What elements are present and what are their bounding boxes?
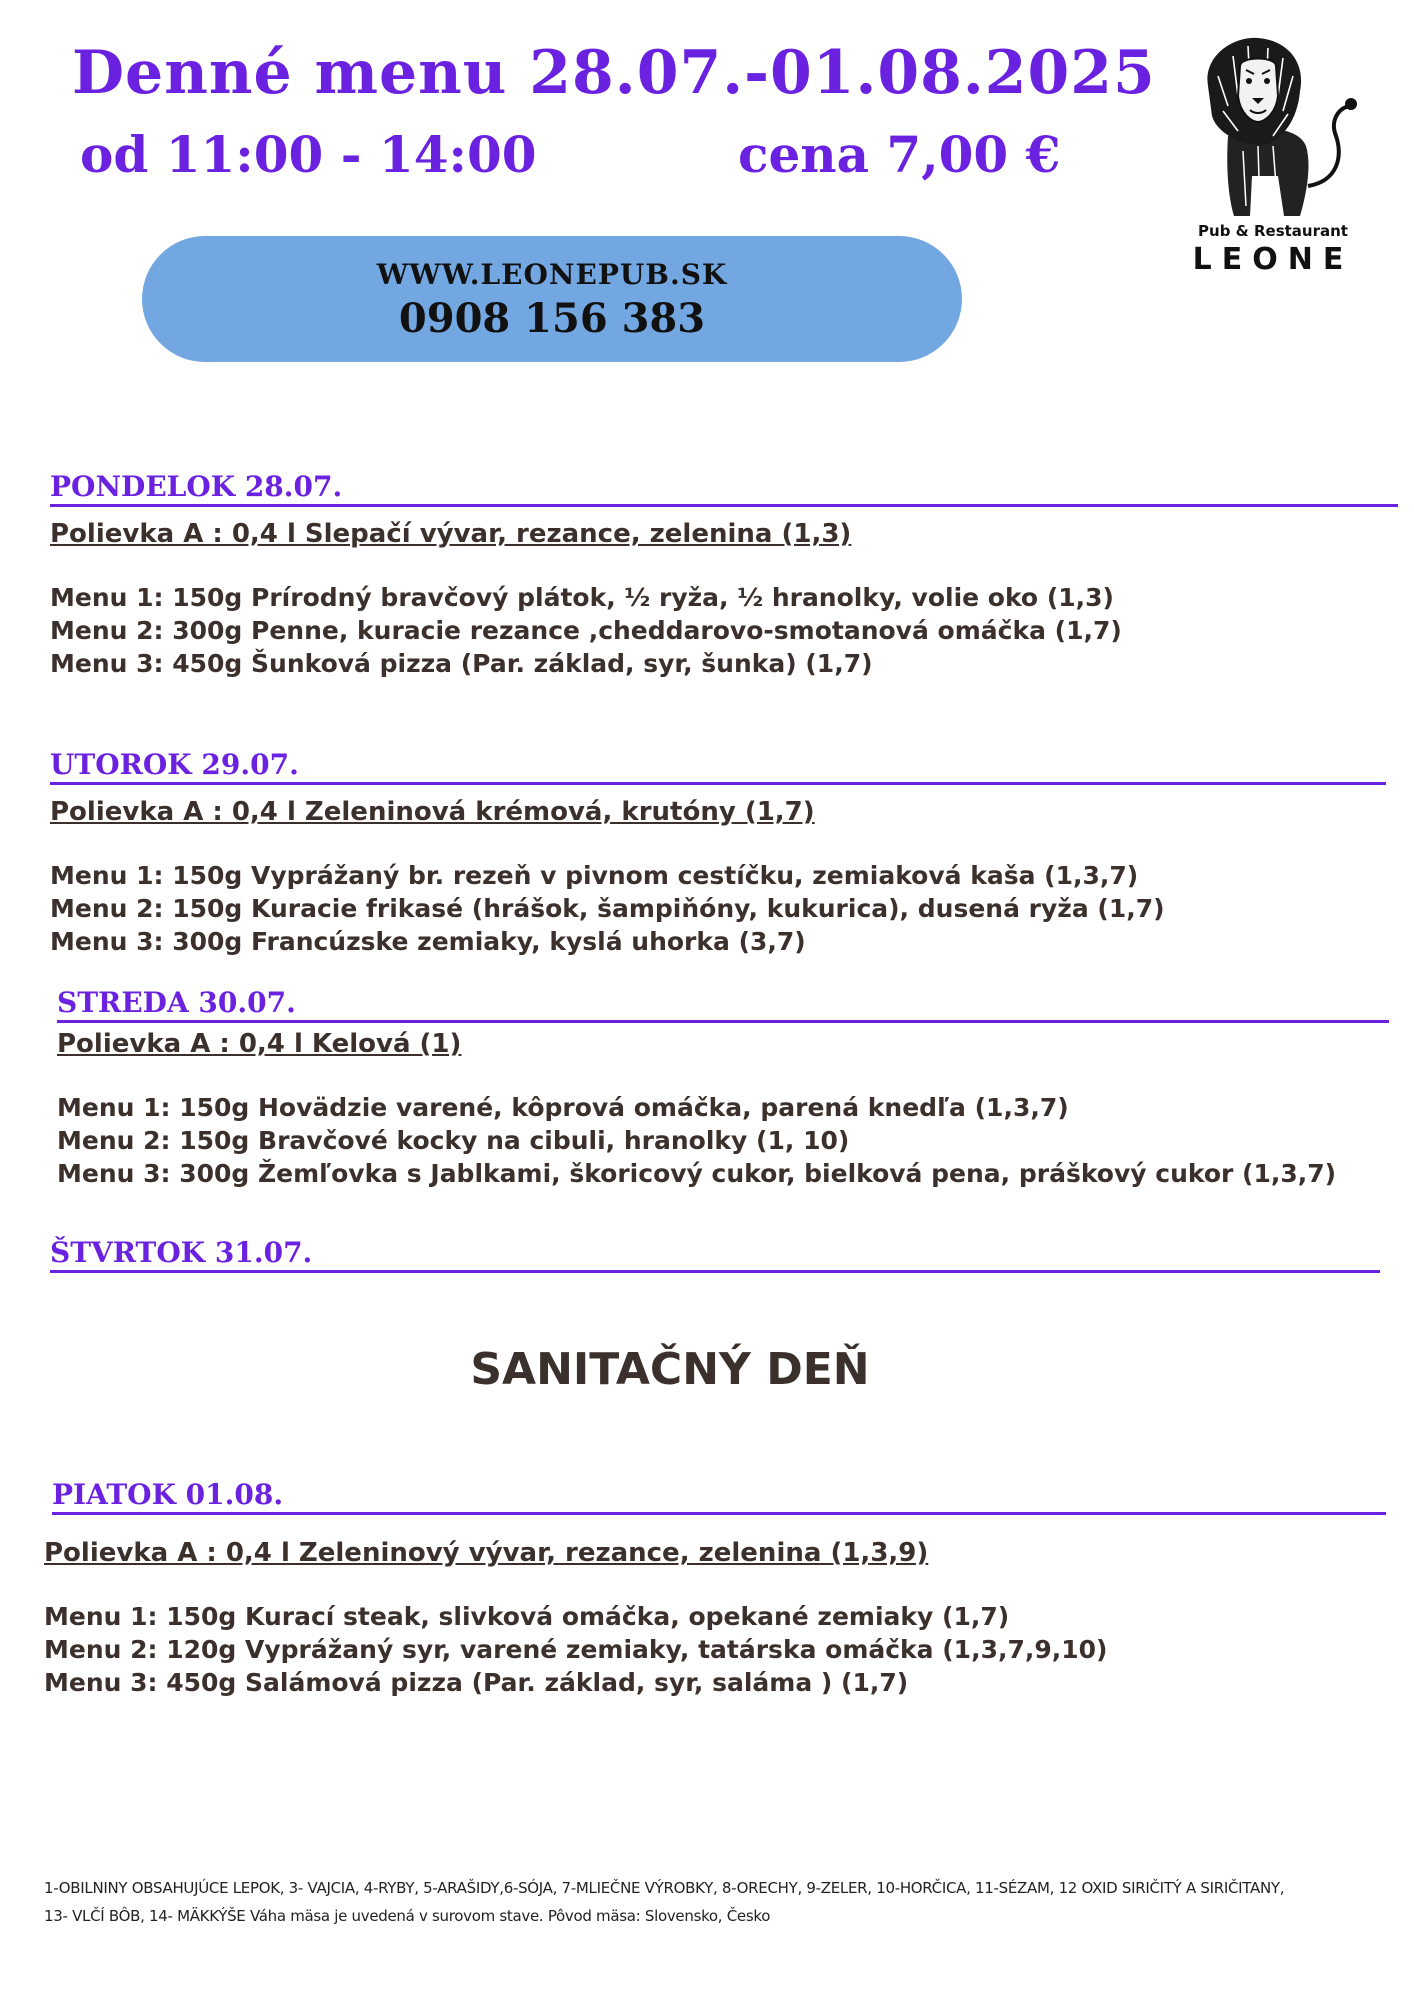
menu-list (57, 1091, 1389, 1190)
menu-item: Menu 2: 300g Penne, kuracie rezance ,cheddarovo-smotanová omáčka (1,7) (50, 616, 1122, 645)
allergen-footer (44, 1874, 1374, 1930)
website-link[interactable]: WWW.LEONEPUB.SK (376, 258, 728, 291)
day-heading: PIATOK 01.08. (52, 1478, 1386, 1515)
menu-item: Menu 1: 150g Prírodný bravčový plátok, ½ ryža, ½ hranolky, volie oko (1,3) (50, 583, 1114, 612)
day-heading: STREDA 30.07. (57, 986, 1389, 1023)
menu-item: Menu 2: 120g Vyprážaný syr, varené zemiaky, tatárska omáčka (1,3,7,9,10) (44, 1635, 1108, 1664)
menu-list (44, 1600, 1394, 1699)
phone-number: 0908 156 383 (398, 295, 706, 342)
menu-item: Menu 3: 300g Francúzske zemiaky, kyslá uhorka (3,7) (50, 927, 806, 956)
menu-item: Menu 3: 450g Šunková pizza (Par. základ, syr, šunka) (1,7) (50, 649, 873, 678)
day-section-wednesday (57, 986, 1389, 1190)
day-heading: PONDELOK 28.07. (50, 470, 1398, 507)
opening-hours: od 11:00 - 14:00 (80, 125, 537, 184)
menu-item: Menu 1: 150g Vyprážaný br. rezeň v pivnom cestíčku, zemiaková kaša (1,3,7) (50, 861, 1139, 890)
soup-item: Polievka A : 0,4 l Zeleninový vývar, rezance, zelenina (1,3,9) (44, 1538, 929, 1568)
menu-item: Menu 1: 150g Kurací steak, slivková omáčka, opekané zemiaky (1,7) (44, 1602, 1010, 1631)
page-title: Denné menu 28.07.-01.08.2025 (72, 38, 1156, 108)
day-section-thursday (50, 1236, 1380, 1273)
allergen-line: 1-OBILNINY OBSAHUJÚCE LEPOK, 3- VAJCIA, 4-RYBY, 5-ARAŠIDY,6-SÓJA, 7-MLIEČNE VÝROBKY, 8-ORECHY, 9-ZELER, 10-HORČICA, 11-SÉZAM, 12 OXID SIRIČITÝ A SIRIČITANY, (44, 1879, 1285, 1897)
day-section-friday (52, 1478, 1386, 1515)
contact-box (142, 236, 962, 362)
restaurant-logo (1178, 36, 1368, 286)
soup-item: Polievka A : 0,4 l Zeleninová krémová, krutóny (1,7) (50, 797, 815, 827)
logo-name: LEONE (1192, 242, 1354, 277)
menu-item: Menu 2: 150g Bravčové kocky na cibuli, hranolky (1, 10) (57, 1126, 850, 1155)
menu-item: Menu 3: 300g Žemľovka s Jablkami, škoricový cukor, bielková pena, práškový cukor (1,3,7) (57, 1159, 1337, 1188)
menu-item: Menu 3: 450g Salámová pizza (Par. základ, syr, saláma ) (1,7) (44, 1668, 909, 1697)
menu-list (50, 859, 1386, 958)
allergen-line: 13- VLČÍ BÔB, 14- MÄKKÝŠE Váha mäsa je uvedená v surovom stave. Pôvod mäsa: Slovensko, Česko (44, 1907, 771, 1925)
day-section-tuesday (50, 748, 1386, 958)
menu-item: Menu 1: 150g Hovädzie varené, kôprová omáčka, parená knedľa (1,3,7) (57, 1093, 1069, 1122)
day-section-monday (50, 470, 1398, 680)
closed-notice: SANITAČNÝ DEŇ (470, 1344, 870, 1395)
logo-subtitle: Pub & Restaurant (1198, 222, 1348, 240)
soup-item: Polievka A : 0,4 l Slepačí vývar, rezance, zelenina (1,3) (50, 519, 852, 549)
friday-menu (44, 1538, 1394, 1699)
soup-item: Polievka A : 0,4 l Kelová (1) (57, 1029, 462, 1059)
lion-icon (1188, 36, 1358, 221)
day-heading: ŠTVRTOK 31.07. (50, 1236, 1380, 1273)
day-heading: UTOROK 29.07. (50, 748, 1386, 785)
menu-price: cena 7,00 € (738, 125, 1061, 184)
menu-item: Menu 2: 150g Kuracie frikasé (hrášok, šampiňóny, kukurica), dusená ryža (1,7) (50, 894, 1165, 923)
menu-list (50, 581, 1398, 680)
